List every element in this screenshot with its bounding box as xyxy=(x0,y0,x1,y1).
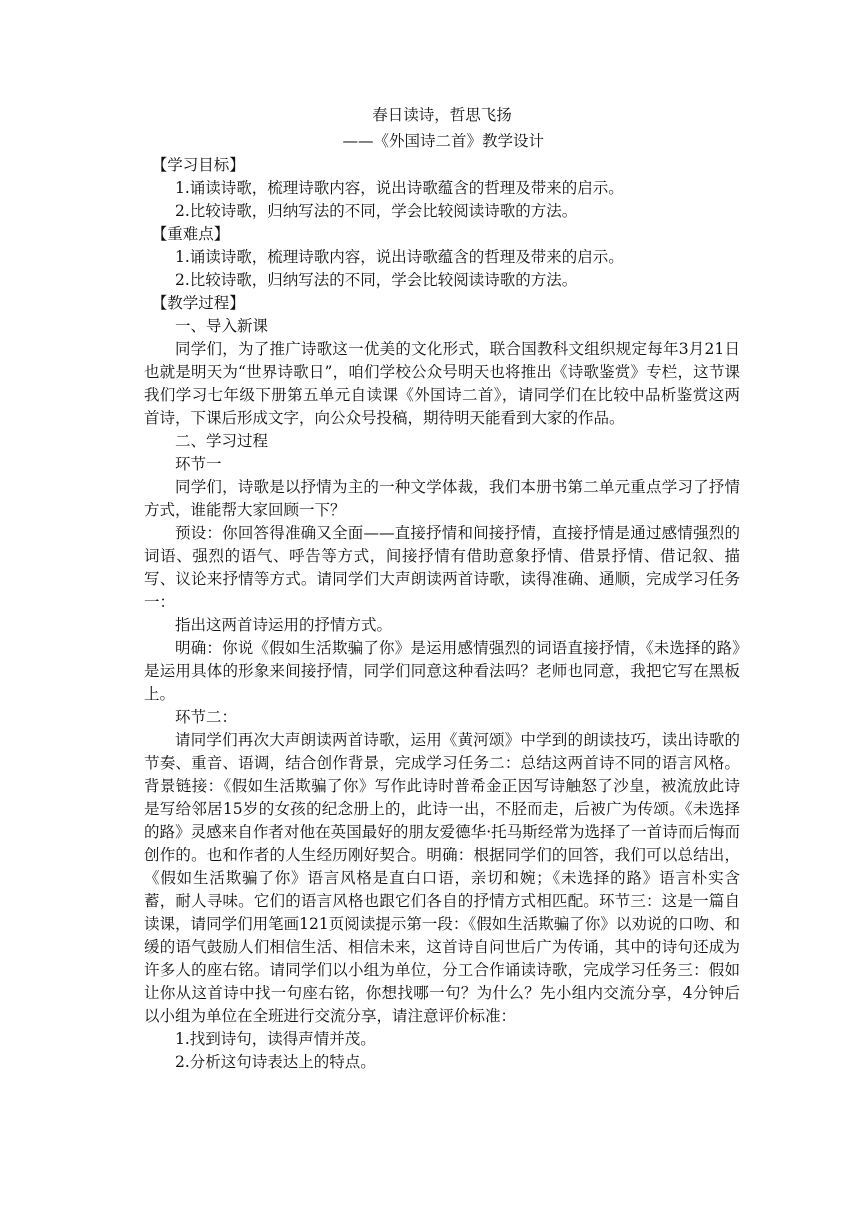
criteria-item: 2.分析这句诗表达上的特点。 xyxy=(175,1053,376,1071)
clarify-paragraph: 明确：你说《假如生活欺骗了你》是运用感情强烈的词语直接抒情，《未选择的路》是运用具体的形象来间接抒情，同学们同意这种看法吗？老师也同意，我把它写在黑板上。 xyxy=(144,639,740,703)
objectives-heading: 【学习目标】 xyxy=(151,156,245,174)
key-point-item: 2.比较诗歌，归纳写法的不同，学会比较阅读诗歌的方法。 xyxy=(175,271,578,289)
step2-title: 环节二： xyxy=(175,708,238,726)
part1-title: 一、导入新课 xyxy=(175,317,269,335)
criteria-item: 1.找到诗句，读得声情并茂。 xyxy=(175,1030,376,1048)
task1-paragraph: 指出这两首诗运用的抒情方式。 xyxy=(175,616,393,634)
objective-item: 2.比较诗歌，归纳写法的不同，学会比较阅读诗歌的方法。 xyxy=(175,202,578,220)
process-heading: 【教学过程】 xyxy=(151,294,245,312)
step1-paragraph: 同学们，诗歌是以抒情为主的一种文学体裁，我们本册书第二单元重点学习了抒情方式，谁能帮大家回顾一下？ xyxy=(144,478,740,519)
intro-paragraph: 同学们，为了推广诗歌这一优美的文化形式，联合国教科文组织规定每年3月21日也就是明天为“世界诗歌日”，咱们学校公众号明天也将推出《诗歌鉴赏》专栏，这节课我们学习七年级下册第五单元自读课《外国诗二首》，请同学们在比较中品析鉴赏这两首诗，下课后形成文字，向公众号投稿，期待明天能看到大家的作品。 xyxy=(144,340,740,427)
key-points-heading: 【重难点】 xyxy=(151,225,230,243)
document-body xyxy=(144,102,740,1074)
document-subtitle: ——《外国诗二首》教学设计 xyxy=(342,132,544,150)
step1-title: 环节一 xyxy=(175,455,222,473)
preset-paragraph: 预设：你回答得准确又全面——直接抒情和间接抒情，直接抒情是通过感情强烈的词语、强烈的语气、呼告等方式，间接抒情有借助意象抒情、借景抒情、借记叙、描写、议论来抒情等方式。请同学们大声朗读两首诗歌，读得准确、通顺，完成学习任务一： xyxy=(144,524,740,611)
step2-paragraph: 请同学们再次大声朗读两首诗歌，运用《黄河颂》中学到的朗读技巧，读出诗歌的节奏、重音、语调，结合创作背景，完成学习任务二：总结这两首诗不同的语言风格。背景链接：《假如生活欺骗了你》写作此诗时普希金正因写诗触怒了沙皇，被流放此诗是写给邻居15岁的女孩的纪念册上的，此诗一出，不胫而走，后被广为传颂。《未选择的路》灵感来自作者对他在英国最好的朋友爱德华·托马斯经常为选择了一首诗而后悔而创作的。也和作者的人生经历刚好契合。明确：根据同学们的回答，我们可以总结出，《假如生活欺骗了你》语言风格是直白口语，亲切和婉；《未选择的路》语言朴实含蓄，耐人寻味。它们的语言风格也跟它们各自的抒情方式相匹配。环节三：这是一篇自读课，请同学们用笔画121页阅读提示第一段：《假如生活欺骗了你》以劝说的口吻、和缓的语气鼓励人们相信生活、相信未来，这首诗自问世后广为传诵，其中的诗句还成为许多人的座右铭。请同学们以小组为单位，分工合作诵读诗歌，完成学习任务三：假如让你从这首诗中找一句座右铭，你想找哪一句？为什么？先小组内交流分享，4分钟后以小组为单位在全班进行交流分享，请注意评价标准： xyxy=(144,731,740,1025)
part2-title: 二、学习过程 xyxy=(175,432,269,450)
objective-item: 1.诵读诗歌，梳理诗歌内容，说出诗歌蕴含的哲理及带来的启示。 xyxy=(175,179,624,197)
document-title: 春日读诗，哲思飞扬 xyxy=(372,106,512,124)
key-point-item: 1.诵读诗歌，梳理诗歌内容，说出诗歌蕴含的哲理及带来的启示。 xyxy=(175,248,624,266)
